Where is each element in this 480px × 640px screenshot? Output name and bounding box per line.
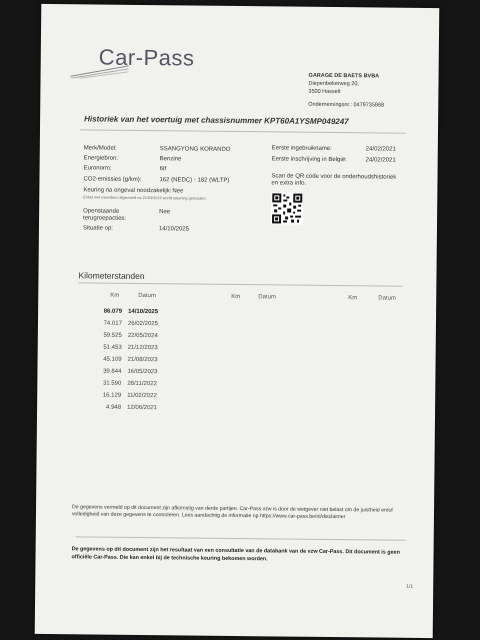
field-label: Keuring na ongeval noodzakelijk: <box>83 187 172 195</box>
km-value: 59.525 <box>103 332 122 339</box>
field-value: Nee <box>172 188 184 195</box>
km-date: 11/02/2022 <box>127 392 157 400</box>
field-label: Openstaande terugroepacties: <box>83 208 127 222</box>
field-value: Nee <box>159 209 171 216</box>
field-label: Energiebron: <box>83 155 119 162</box>
column-header-km: Km <box>231 293 241 301</box>
garage-city: 3500 Hasselt <box>308 88 341 96</box>
disclaimer-text: De gegevens vermeld op dit document zijn afkomstig van derde partijen. Car-Pass vzw is door de wetgever niet belast om de juistheid en/of volledigheid van deze gegevens te controleren. Lees aandachtig de informatie op https://www.car-pass.be/nl/disclaimer <box>71 504 393 521</box>
field-value: SSANGYONG KORANDO <box>159 146 231 153</box>
consultation-note: De gegevens op dit document zijn het resultaat van een consultatie van de databank van de vzw Car-Pass. Dit document is geen officiële Car-Pass. Die kan enkel bij de technische keuring bekomen worden. <box>71 546 400 562</box>
garage-street: Diepenbekerweg 20, <box>308 80 359 88</box>
qr-instructions: Scan de QR code voor de onderhoudshistoriek en extra info. <box>271 173 397 187</box>
km-value: 16.129 <box>102 392 122 399</box>
column-header-km: Km <box>348 295 358 302</box>
garage-company-number: Ondernemingsnr.: 0479735868 <box>308 101 385 109</box>
field-label: Situatie op: <box>82 225 114 232</box>
km-value: 39.844 <box>103 368 122 375</box>
km-date: 22/05/2024 <box>127 332 158 340</box>
km-value: 51.453 <box>103 344 122 351</box>
column-header-date: Datum <box>258 294 276 301</box>
date-label: Eerste inschrijving in België: <box>271 156 347 164</box>
field-value: 6If <box>159 166 167 173</box>
column-header-date: Datum <box>378 295 396 302</box>
divider <box>76 536 406 540</box>
garage-name: GARAGE DE BAETS BVBA <box>308 72 380 80</box>
field-value: Benzine <box>159 156 182 163</box>
km-date: 14/10/2025 <box>128 308 159 316</box>
car-pass-logo: Car-Pass <box>98 44 195 71</box>
km-date: 28/11/2022 <box>127 380 157 388</box>
km-value: 45.109 <box>103 356 122 363</box>
field-label: Merk/Model: <box>83 145 117 152</box>
km-date: 21/12/2023 <box>127 344 158 352</box>
date-value: 24/02/2021 <box>365 157 396 164</box>
km-value: 4.948 <box>106 404 122 411</box>
date-value: 24/02/2021 <box>365 146 396 153</box>
km-value: 74.017 <box>103 320 122 327</box>
page-number: 1/1 <box>406 583 414 590</box>
divider <box>78 282 402 286</box>
document-page <box>35 4 440 638</box>
field-value: 14/10/2025 <box>158 226 190 233</box>
km-date: 26/02/2025 <box>127 320 159 328</box>
km-date: 16/05/2023 <box>127 368 158 376</box>
column-header-km: Km <box>110 292 120 299</box>
km-date: 12/06/2021 <box>127 404 158 412</box>
field-label: CO2-emissies (g/km): <box>83 176 142 183</box>
qr-code-icon <box>271 192 303 224</box>
km-date: 21/08/2023 <box>127 356 158 364</box>
km-value: 86.079 <box>103 308 123 315</box>
section-title: Kilometerstanden <box>78 270 145 282</box>
keuring-note: Enkel met meerdere uitgevoerd na 21/03/2019 wordt rekening gehouden. <box>83 195 207 201</box>
column-header-date: Datum <box>138 292 156 300</box>
km-value: 31.590 <box>102 380 122 387</box>
date-label: Eerste ingebruikname: <box>271 145 332 152</box>
page-title: Historiek van het voertuig met chassisnummer KPT60A1YSMP049247 <box>84 114 349 127</box>
divider <box>80 129 406 133</box>
field-value: 162 (NEDC) - 182 (WLTP) <box>159 177 230 184</box>
field-label: Euronorm: <box>83 165 112 172</box>
